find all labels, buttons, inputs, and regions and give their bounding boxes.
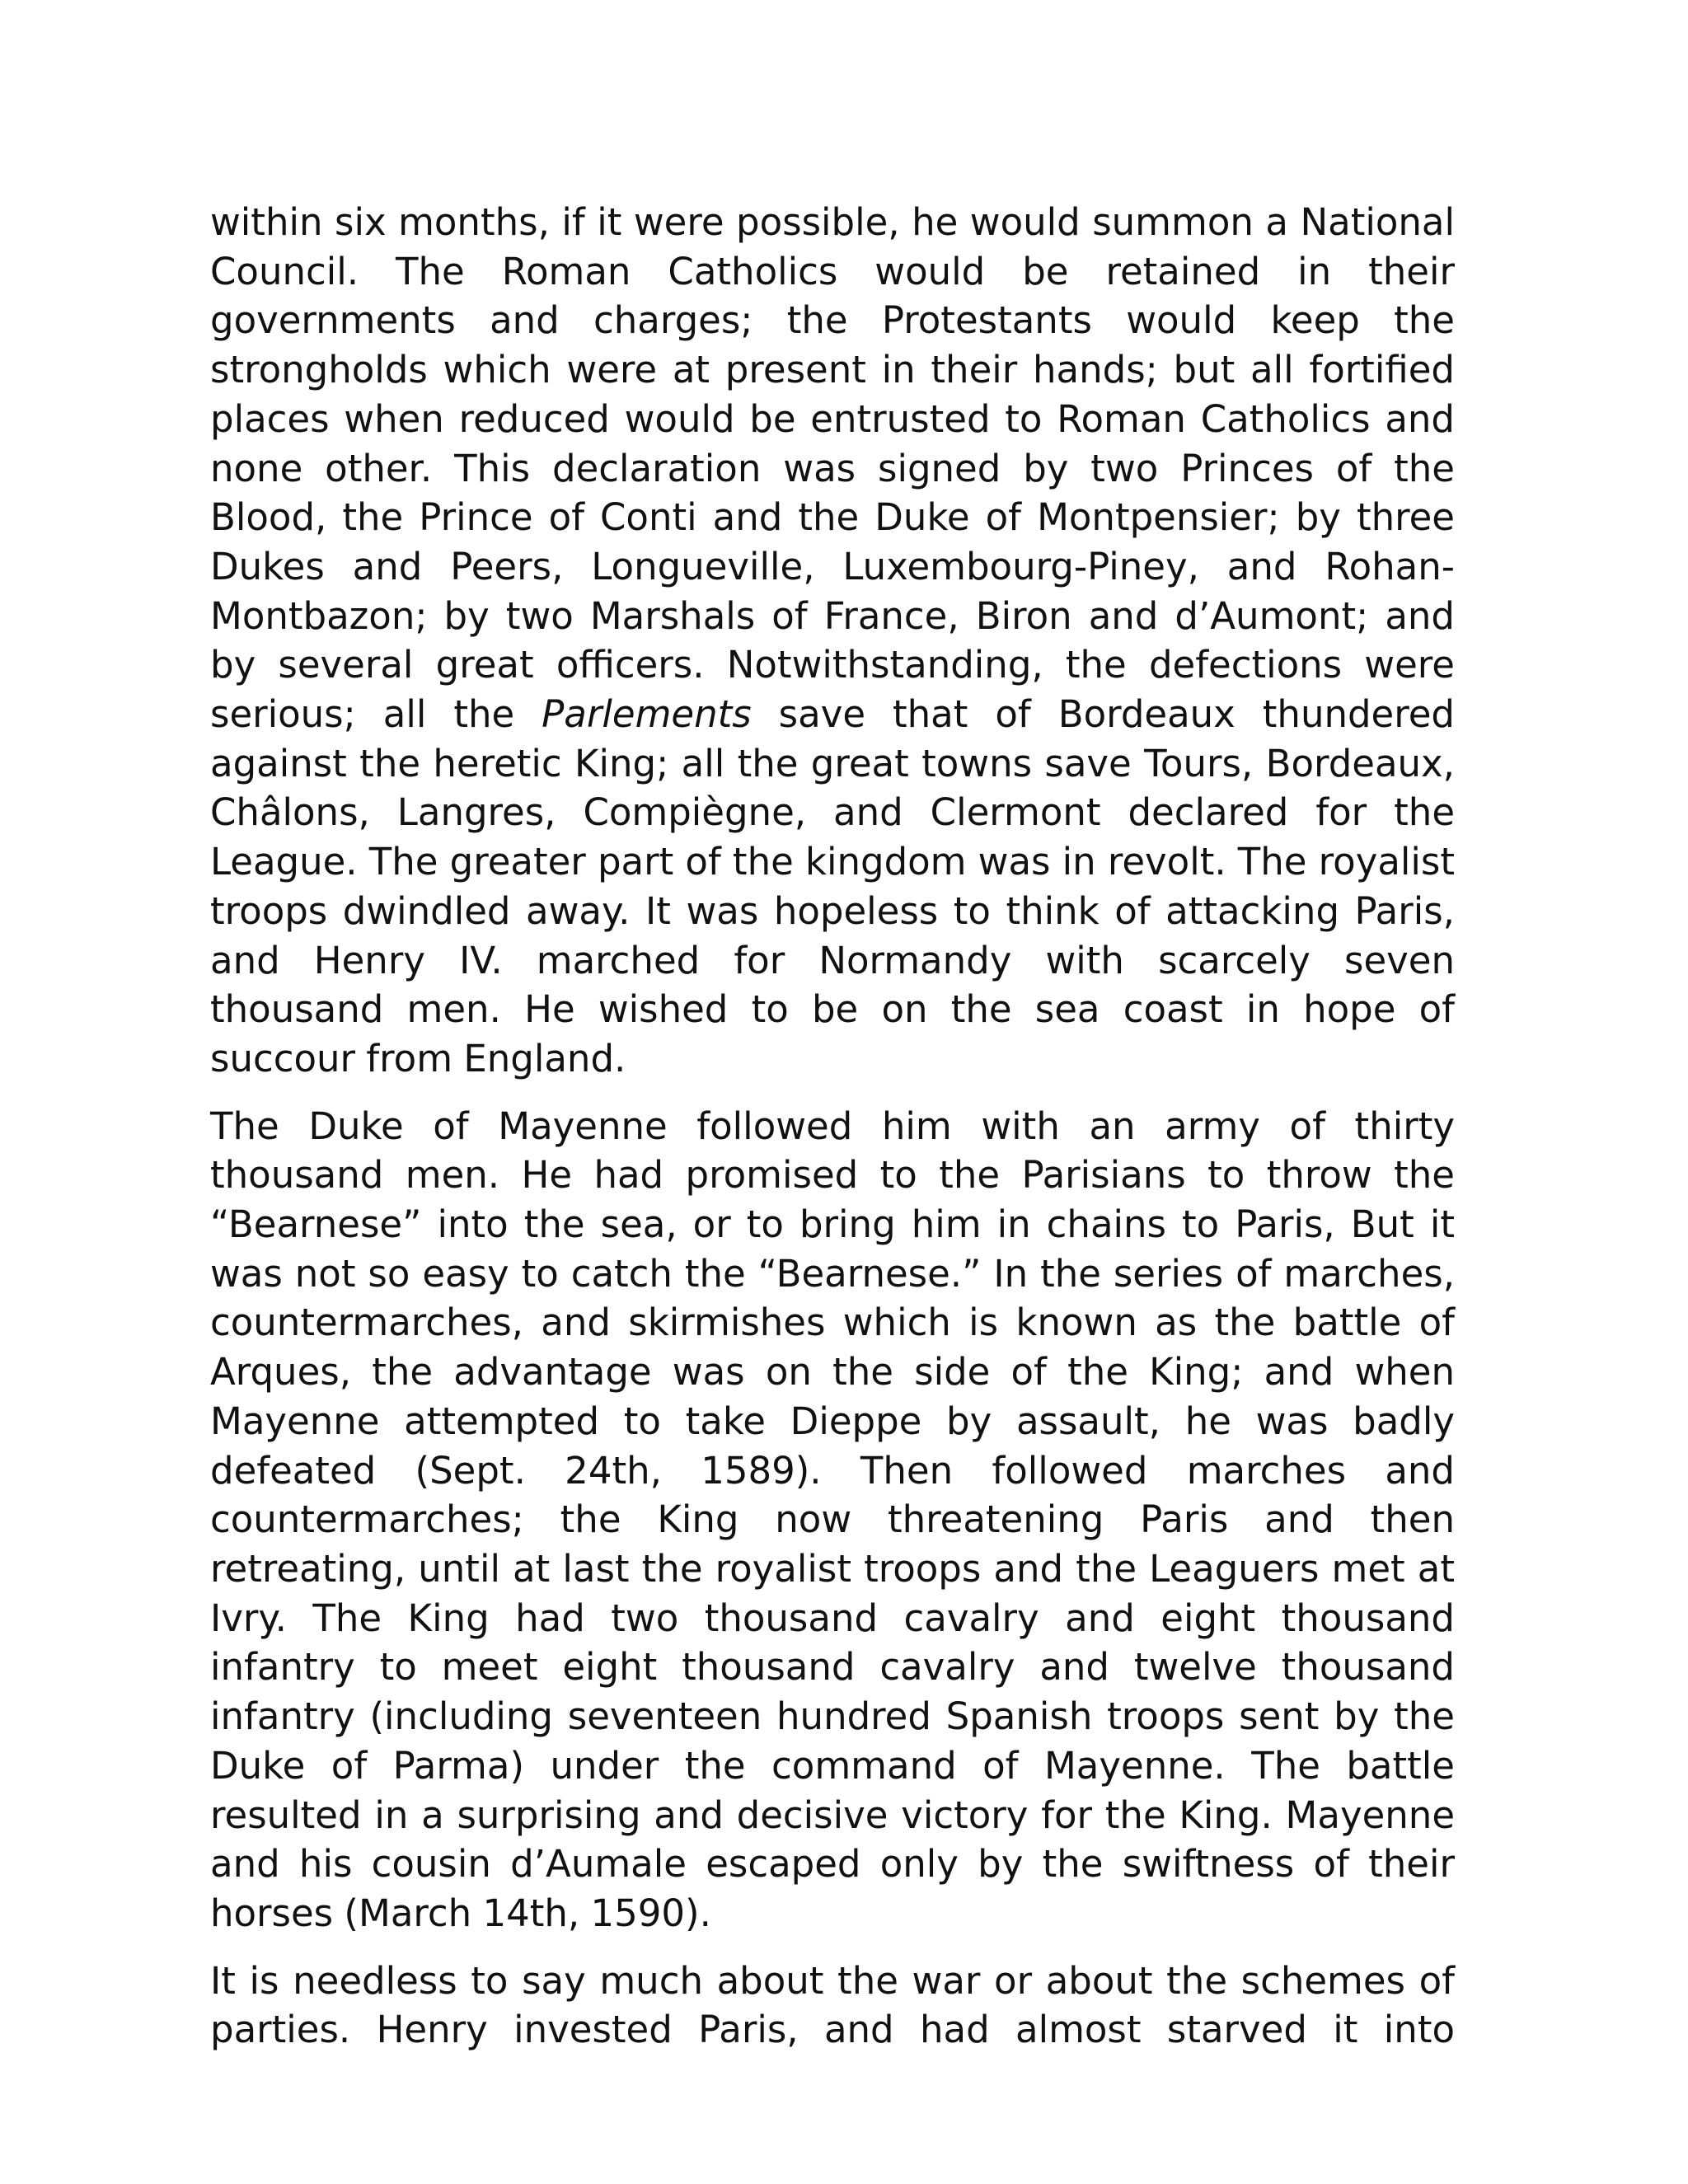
paragraph-text: within six months, if it were possible, he would summon a National Council. The Roman Catholics would be retained in their governments and charges; the Protestants would keep the strongholds which were at present in their hands; but all fortified places when reduced would be entrusted to Roman Catholics and none other. This declaration was signed by two Princes of the Blood, the Prince of Conti and the Duke of Montpensier; by three Dukes and Peers, Longueville, Luxembourg-Piney, and Rohan-Montbazon; by two Marshals of France, Biron and d’Aumont; and by several great officers. Notwithstanding, the defections were serious; all the [210,200,1455,737]
italic-term-parlements: Parlements [542,692,752,737]
paragraph-war-continued: It is needless to say much about the war or about the schemes of parties. Henry invested Paris, and had almost starved it into [210,1958,1455,2052]
paragraph-text: save that of Bordeaux thundered against the heretic King; all the great towns save Tours, Bordeaux, Châlons, Langres, Compiègne, and Clermont declared for the League. The greater part of the kingdom was in revolt. The royalist troops dwindled away. It was hopeless to think of attacking Paris, and Henry IV. marched for Normandy with scarcely seven thousand men. He wished to be on the sea coast in hope of succour from England. [210,692,1455,1080]
paragraph-mayenne: The Duke of Mayenne followed him with an army of thirty thousand men. He had promised to the Parisians to throw the “Bearnese” into the sea, or to bring him in chains to Paris, But it was not so easy to catch the “Bearnese.” In the series of marches, countermarches, and skirmishes which is known as the battle of Arques, the advantage was on the side of the King; and when Mayenne attempted to take Dieppe by assault, he was badly defeated (Sept. 24th, 1589). Then followed marches and countermarches; the King now threatening Paris and then retreating, until at last the royalist troops and the Leaguers met at Ivry. The King had two thousand cavalry and eight thousand infantry to meet eight thousand cavalry and twelve thousand infantry (including seventeen hundred Spanish troops sent by the Duke of Parma) under the command of Mayenne. The battle resulted in a surprising and decisive victory for the King. Mayenne and his cousin d’Aumale escaped only by the swiftness of their horses (March 14th, 1590). [210,1104,1455,1935]
page-body [210,198,1455,2055]
paragraph-declaration [210,198,1455,1084]
